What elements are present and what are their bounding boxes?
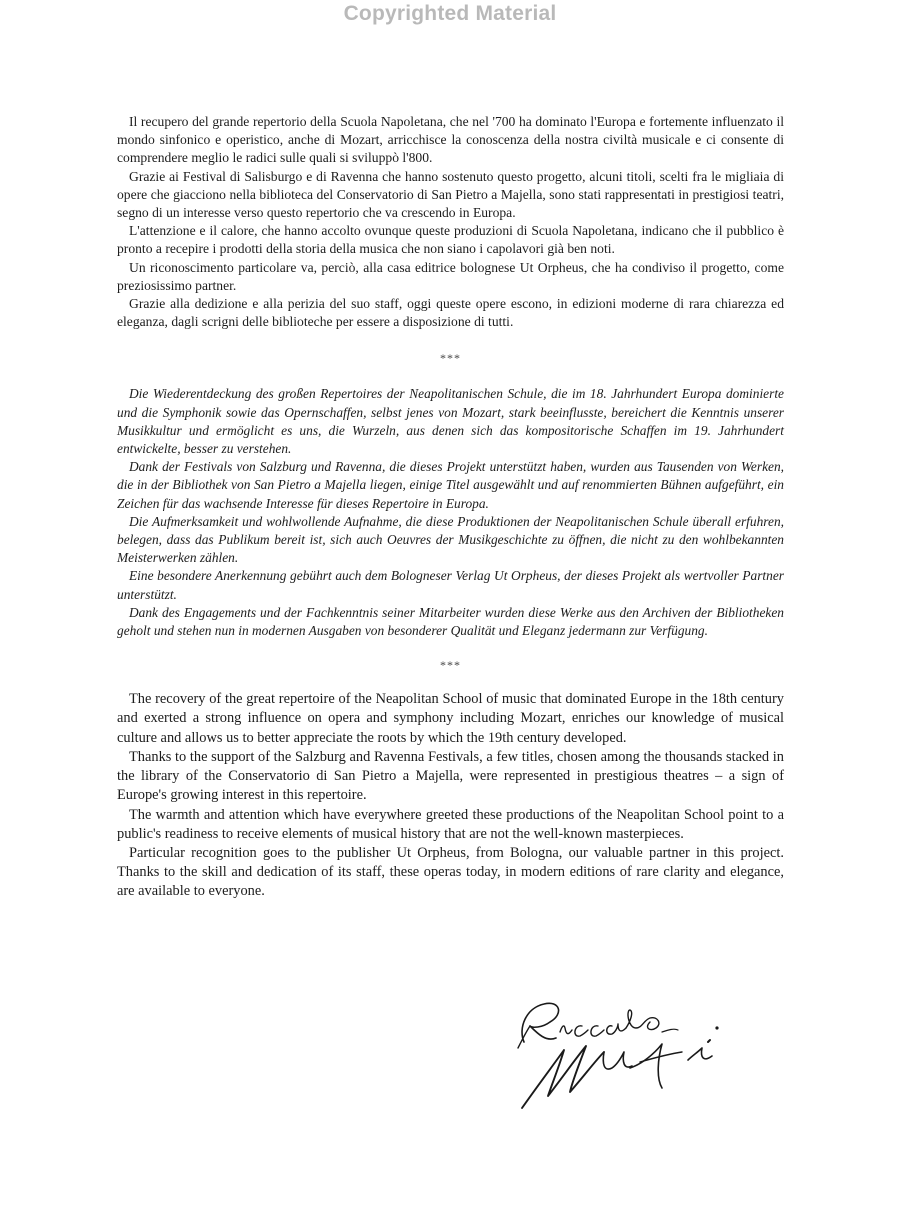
italian-section — [117, 113, 784, 331]
english-section — [117, 690, 784, 901]
handwritten-signature — [512, 998, 742, 1113]
signature-stroke — [575, 1026, 588, 1036]
copyright-watermark: Copyrighted Material — [343, 2, 557, 25]
english-paragraph: Particular recognition goes to the publisher Ut Orpheus, from Bologna, our valuable partner in this project. Thanks to the skill and dedication of its staff, these operas today, in modern editions of rare clarity and elegance, are available to everyone. — [117, 844, 784, 900]
german-paragraph: Dank des Engagements und der Fachkenntnis seiner Mitarbeiter wurden diese Werke aus den Archiven der Bibliotheken geholt und stehen nun in modernen Ausgaben von besonderer Qualität und Eleganz jedermann zur Verfügung. — [117, 604, 784, 639]
signature-stroke — [626, 1010, 659, 1030]
signature-stroke — [640, 1052, 682, 1062]
german-paragraph: Die Wiederentdeckung des großen Repertoires der Neapolitanischen Schule, die im 18. Jahrhundert Europa dominierte und die Symphonik sowie das Opernschaffen, selbst jenes von Mozart, stark beeinflusste, bereichert die Kenntnis unserer Musikkultur und ermöglicht es uns, die Wurzeln, aus denen sich das kompositorische Schaffen im 19. Jahrhundert entwickelte, besser zu verstehen. — [117, 386, 784, 457]
english-paragraph: The recovery of the great repertoire of the Neapolitan School of music that dominated Europe in the 18th century and exerted a strong influence on opera and symphony including Mozart, enriches our knowledge of musical culture and allows us to better appreciate the roots by which the 19th century developed. — [117, 691, 784, 746]
section-separator: *** — [440, 658, 461, 673]
german-paragraph: Dank der Festivals von Salzburg und Ravenna, die dieses Projekt unterstützt haben, wurden aus Tausenden von Werken, die in der Bibliothek von San Pietro a Majella liegen, einige Titel ausgewählt und auf renommierten Bühnen aufgeführt, ein Zeichen für das wachsende Interesse für dieses Repertoire in Europa. — [117, 459, 784, 511]
signature-stroke — [518, 1026, 530, 1048]
signature-stroke — [603, 1052, 632, 1069]
signature-stroke — [708, 1040, 710, 1042]
german-section — [117, 385, 784, 640]
preface-page — [117, 113, 784, 902]
signature-stroke — [662, 1029, 678, 1032]
section-separator: *** — [440, 351, 461, 366]
english-paragraph: The warmth and attention which have everywhere greeted these productions of the Neapolitan School point to a public's readiness to receive elements of musical history that are not the well-known masterpieces. — [117, 806, 784, 842]
signature-stroke — [522, 1003, 559, 1042]
signature-stroke — [522, 1046, 604, 1108]
signature-dot — [715, 1026, 718, 1029]
signature-stroke — [591, 1026, 604, 1036]
german-paragraph: Eine besondere Anerkennung gebührt auch dem Bologneser Verlag Ut Orpheus, der dieses Projekt als wertvoller Partner unterstützt. — [117, 568, 784, 602]
signature-stroke — [607, 1024, 626, 1034]
italian-paragraph: Grazie alla dedizione e alla perizia del suo staff, oggi queste opere escono, in edizioni moderne di rara chiarezza ed eleganza, dagli scrigni delle biblioteche per essere a disposizione di tutti. — [117, 296, 784, 330]
italian-paragraph: L'attenzione e il calore, che hanno accolto ovunque queste produzioni di Scuola Napoletana, indicano che il pubblico è pronto a recepire i prodotti della storia della musica che non siano i capolavori già ben noti. — [117, 223, 784, 257]
signature-stroke — [630, 1044, 662, 1088]
english-paragraph: Thanks to the support of the Salzburg and Ravenna Festivals, a few titles, chosen among the thousands stacked in the library of the Conservatorio di San Pietro a Majella, were represented in prestigious theatres – a sign of Europe's growing interest in this repertoire. — [117, 748, 784, 804]
italian-paragraph: Grazie ai Festival di Salisburgo e di Ravenna che hanno sostenuto questo progetto, alcuni titoli, scelti fra le migliaia di opere che giacciono nella biblioteca del Conservatorio di San Pietro a Majella, sono stati rappresentati in prestigiosi teatri, segno di un interesse verso questo repertorio che va crescendo in Europa. — [117, 168, 784, 221]
italian-paragraph: Un riconoscimento particolare va, perciò, alla casa editrice bolognese Ut Orpheus, che ha condiviso il progetto, come preziosissimo partner. — [117, 259, 784, 293]
signature-stroke — [560, 1026, 572, 1034]
signature-stroke — [688, 1048, 712, 1060]
italian-paragraph: Il recupero del grande repertorio della Scuola Napoletana, che nel '700 ha dominato l'Europa e fortemente influenzato il mondo sinfonico e operistico, anche di Mozart, arricchisce la conoscenza della nostra civiltà musicale e ci consente di comprendere meglio le radici sulle quali si sviluppò l'800. — [117, 114, 784, 166]
german-paragraph: Die Aufmerksamkeit und wohlwollende Aufnahme, die diese Produktionen der Neapolitanischen Schule überall erfuhren, belegen, dass das Publikum bereit ist, sich auch Oeuvres der Musikgeschichte zu öffnen, die nicht zu den wohlbekannten Meisterwerken zählen. — [117, 513, 784, 566]
